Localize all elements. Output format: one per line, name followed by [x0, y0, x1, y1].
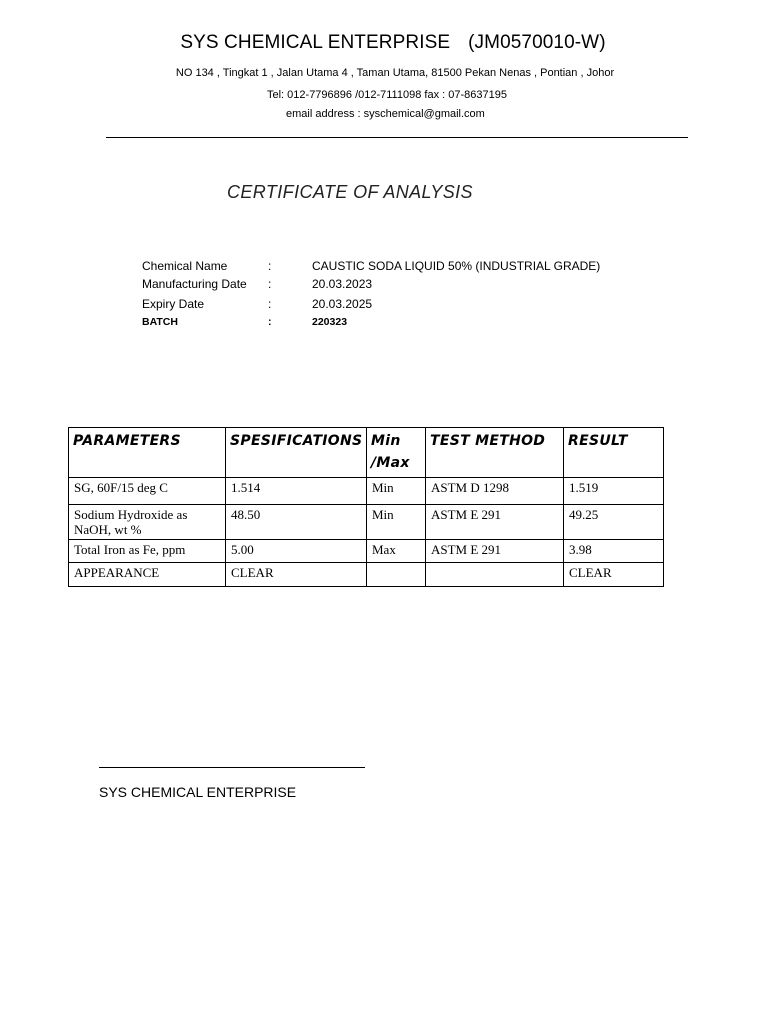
company-name: SYS CHEMICAL ENTERPRISE	[180, 32, 451, 53]
table-cell: 49.25	[564, 505, 664, 540]
header-parameters: PARAMETERS	[69, 428, 226, 478]
table-cell: ASTM E 291	[426, 540, 564, 563]
info-label: Chemical Name	[142, 259, 228, 273]
table-cell: CLEAR	[226, 563, 367, 587]
table-cell: ASTM D 1298	[426, 478, 564, 505]
table-cell: 48.50	[226, 505, 367, 540]
company-title	[0, 32, 768, 54]
company-address: NO 134 , Tingkat 1 , Jalan Utama 4 , Taman Utama, 81500 Pekan Nenas , Pontian , Johor	[175, 67, 615, 79]
table-cell: Min	[367, 478, 426, 505]
table-cell	[426, 563, 564, 587]
info-label: Manufacturing Date	[142, 277, 247, 291]
table-cell: Min	[367, 505, 426, 540]
info-label: BATCH	[142, 316, 178, 328]
table-row	[69, 563, 664, 587]
info-colon: :	[268, 316, 272, 328]
analysis-table	[68, 427, 664, 587]
info-label: Expiry Date	[142, 297, 205, 311]
table-cell: 1.519	[564, 478, 664, 505]
table-cell: 5.00	[226, 540, 367, 563]
header-result: RESULT	[564, 428, 664, 478]
header-test-method: TEST METHOD	[426, 428, 564, 478]
table-cell: CLEAR	[564, 563, 664, 587]
table-row	[69, 540, 664, 563]
table-row	[69, 505, 664, 540]
info-colon: :	[268, 259, 272, 273]
table-cell: Max	[367, 540, 426, 563]
table-cell: 3.98	[564, 540, 664, 563]
signature-name: SYS CHEMICAL ENTERPRISE	[99, 784, 297, 800]
table-cell: Sodium Hydroxide as NaOH, wt %	[69, 505, 226, 540]
info-value: CAUSTIC SODA LIQUID 50% (INDUSTRIAL GRADE)	[312, 259, 601, 273]
table-cell: ASTM E 291	[426, 505, 564, 540]
signature-line	[99, 767, 365, 768]
table-cell: Total Iron as Fe, ppm	[69, 540, 226, 563]
header-specifications: SPESIFICATIONS	[226, 428, 367, 478]
table-cell: APPEARANCE	[69, 563, 226, 587]
table-cell: 1.514	[226, 478, 367, 505]
table-cell	[367, 563, 426, 587]
table-row	[69, 478, 664, 505]
info-value: 220323	[312, 316, 348, 328]
document-title: CERTIFICATE OF ANALYSIS	[227, 182, 473, 202]
header-min-max: Min /Max	[367, 428, 426, 478]
registration-number: (JM0570010-W)	[468, 32, 606, 53]
header-divider	[106, 137, 688, 138]
company-email: email address : syschemical@gmail.com	[286, 108, 485, 120]
info-colon: :	[268, 297, 272, 311]
table-cell: SG, 60F/15 deg C	[69, 478, 226, 505]
table-header-row	[69, 428, 664, 478]
info-colon: :	[268, 277, 272, 291]
info-value: 20.03.2023	[312, 277, 373, 291]
info-value: 20.03.2025	[312, 297, 373, 311]
company-phone-fax: Tel: 012-7796896 /012-7111098 fax : 07-8637195	[267, 89, 507, 101]
